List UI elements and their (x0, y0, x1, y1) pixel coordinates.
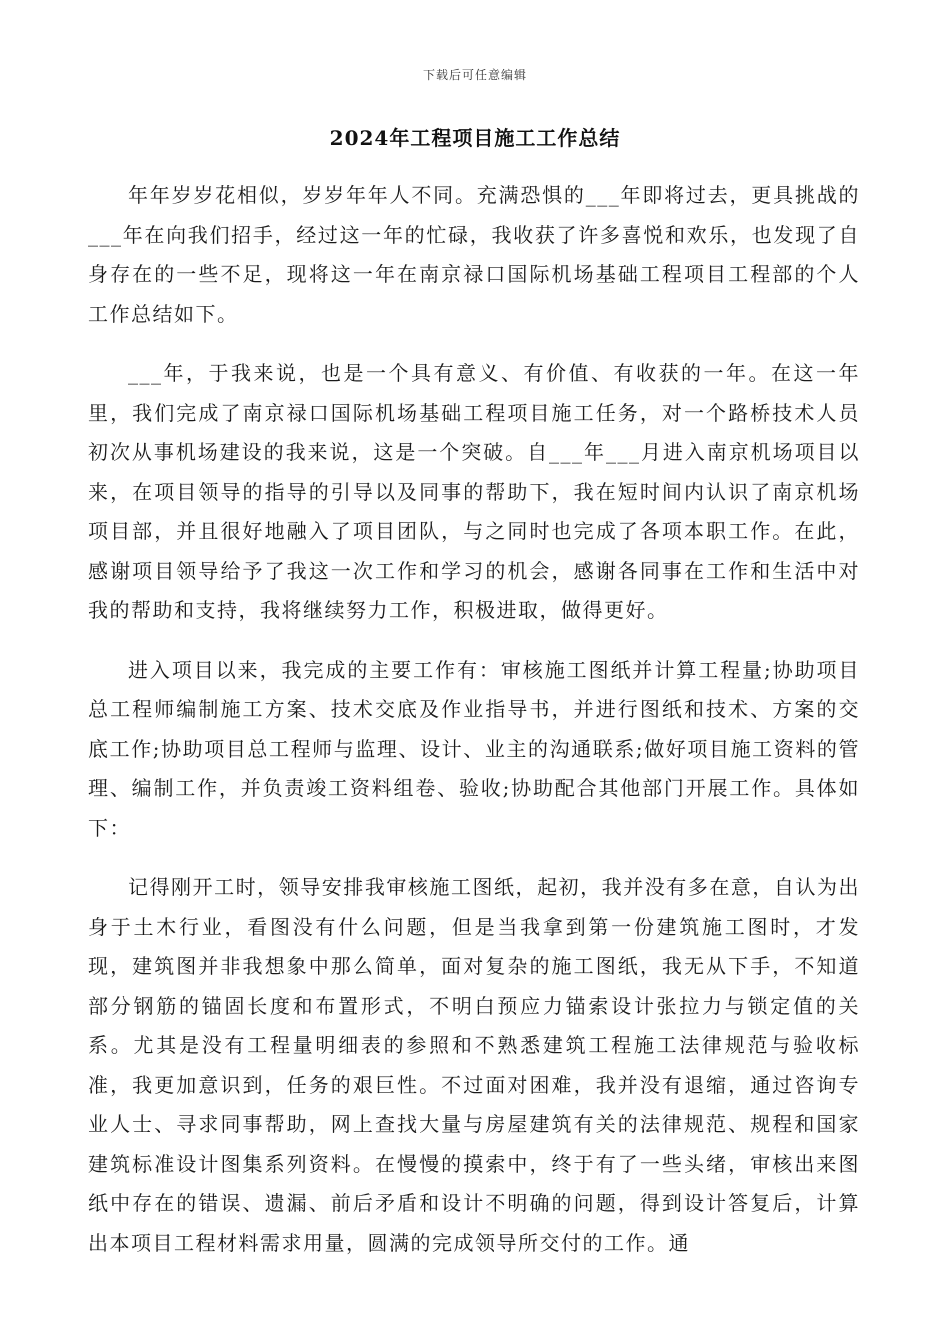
paragraph-main-work: 进入项目以来，我完成的主要工作有：审核施工图纸并计算工程量;协助项目总工程师编制施工方案、技术交底及作业指导书，并进行图纸和技术、方案的交底工作;协助项目总工程师与监理、设计、业主的沟通联系;做好项目施工资料的管理、编制工作，并负责竣工资料组卷、验收;协助配合其他部门开展工作。具体如下： (88, 657, 860, 840)
paragraph-drawing-review: 记得刚开工时，领导安排我审核施工图纸，起初，我并没有多在意，自认为出身于土木行业，看图没有什么问题，但是当我拿到第一份建筑施工图时，才发现，建筑图并非我想象中那么简单，面对复杂的施工图纸，我无从下手，不知道部分钢筋的锚固长度和布置形式，不明白预应力锚索设计张拉力与锁定值的关系。尤其是没有工程量明细表的参照和不熟悉建筑工程施工法律规范与验收标准，我更加意识到，任务的艰巨性。不过面对困难，我并没有退缩，通过咨询专业人士、寻求同事帮助，网上查找大量与房屋建筑有关的法律规范、规程和国家建筑标准设计图集系列资料。在慢慢的摸索中，终于有了一些头绪，审核出来图纸中存在的错误、遗漏、前后矛盾和设计不明确的问题，得到设计答复后，计算出本项目工程材料需求用量，圆满的完成领导所交付的工作。通 (88, 875, 860, 1255)
document-title: 2024年工程项目施工工作总结 (329, 126, 621, 150)
header-note: 下载后可任意编辑 (422, 68, 527, 82)
paragraph-intro: 年年岁岁花相似，岁岁年年人不同。充满恐惧的___年即将过去，更具挑战的___年在向我们招手，经过这一年的忙碌，我收获了许多喜悦和欢乐，也发现了自身存在的一些不足，现将这一年在南京禄口国际机场基础工程项目工程部的个人工作总结如下。 (88, 183, 860, 326)
document-body (88, 176, 860, 1283)
paragraph-year-review: ___年，于我来说，也是一个具有意义、有价值、有收获的一年。在这一年里，我们完成了南京禄口国际机场基础工程项目施工任务，对一个路桥技术人员初次从事机场建设的我来说，这是一个突破。自___年___月进入南京机场项目以来，在项目领导的指导的引导以及同事的帮助下，我在短时间内认识了南京机场项目部，并且很好地融入了项目团队，与之同时也完成了各项本职工作。在此，感谢项目领导给予了我这一次工作和学习的机会，感谢各同事在工作和生活中对我的帮助和支持，我将继续努力工作，积极进取，做得更好。 (88, 361, 860, 622)
